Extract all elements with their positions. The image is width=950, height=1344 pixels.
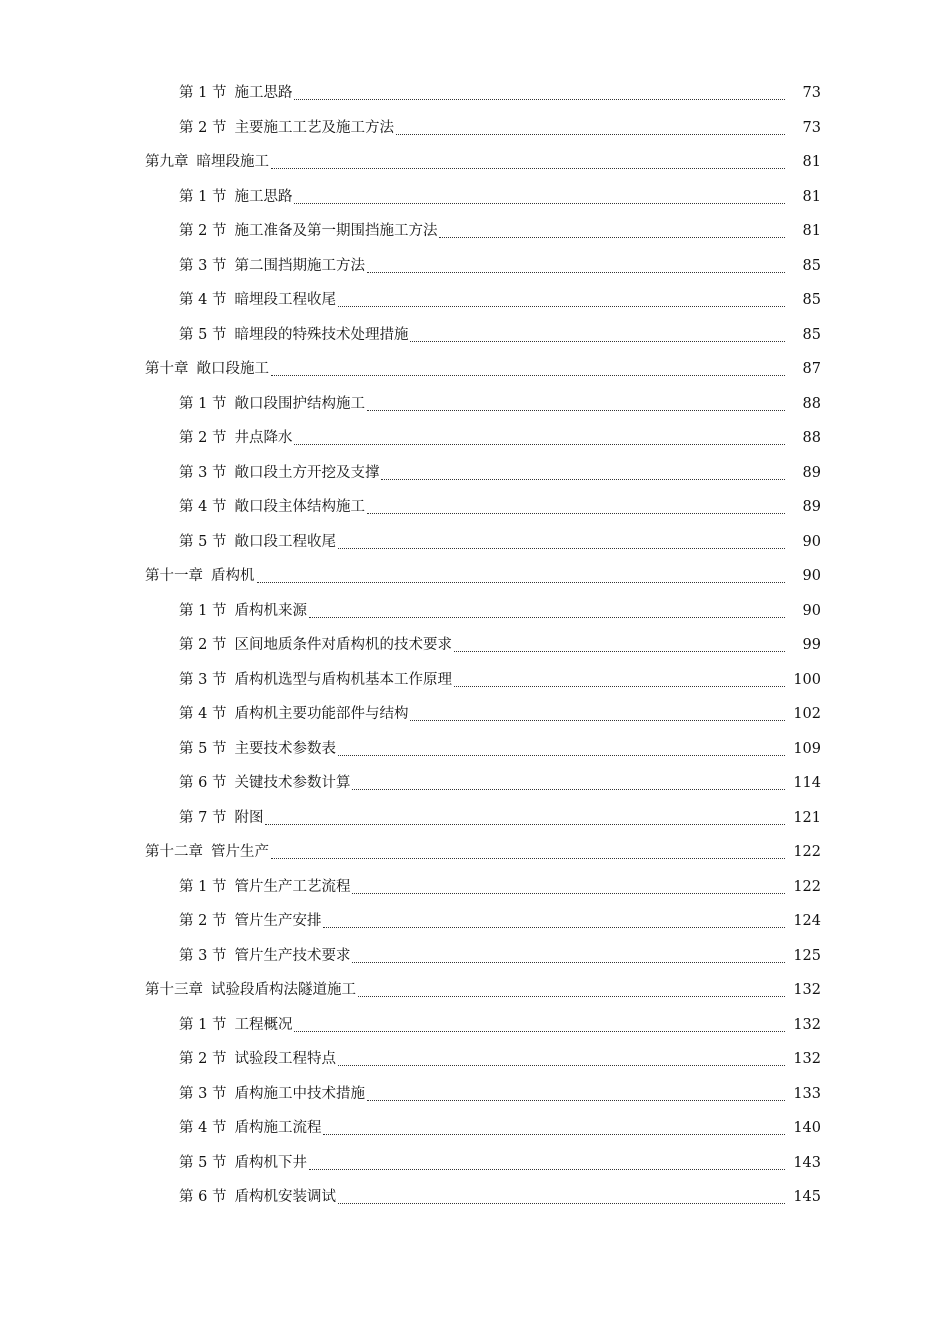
toc-entry-title: 管片生产安排 — [234, 913, 322, 929]
toc-chapter-entry[interactable] — [0, 559, 950, 594]
toc-entry-number: 第 2 节 — [179, 1051, 227, 1067]
toc-entry-label — [179, 525, 336, 560]
toc-entry-title: 试验段盾构法隧道施工 — [211, 982, 356, 998]
toc-page-number: 121 — [793, 809, 821, 826]
toc-page-number: 85 — [802, 326, 821, 343]
toc-dot-leader — [381, 456, 785, 491]
toc-dot-leader — [271, 352, 785, 387]
toc-section-entry[interactable] — [0, 111, 950, 146]
toc-section-entry[interactable] — [0, 904, 950, 939]
toc-dot-leader — [338, 1180, 785, 1215]
toc-entry-number: 第 2 节 — [179, 223, 227, 239]
toc-dot-leader — [352, 766, 785, 801]
toc-page-number: 81 — [802, 223, 821, 239]
toc-page-number: 81 — [802, 154, 821, 170]
toc-page-number: 90 — [802, 533, 821, 550]
toc-entry-title: 井点降水 — [234, 430, 293, 446]
toc-dot-leader — [257, 559, 786, 594]
toc-page-number: 85 — [802, 292, 821, 308]
toc-entry-title: 施工准备及第一期围挡施工方法 — [234, 223, 438, 239]
toc-section-entry[interactable] — [0, 594, 950, 629]
toc-entry-label — [145, 352, 269, 387]
toc-page-number: 90 — [802, 568, 821, 584]
toc-section-entry[interactable] — [0, 387, 950, 422]
toc-entry-label — [179, 1180, 336, 1215]
toc-section-entry[interactable] — [0, 1146, 950, 1181]
toc-entry-label — [179, 1111, 321, 1146]
toc-entry-label — [179, 1042, 336, 1077]
toc-dot-leader — [338, 1042, 785, 1077]
toc-section-entry[interactable] — [0, 1042, 950, 1077]
toc-entry-title: 暗埋段施工 — [196, 154, 269, 170]
toc-page-number: 122 — [793, 878, 821, 895]
toc-entry-title: 主要技术参数表 — [234, 740, 336, 757]
toc-dot-leader — [352, 939, 785, 974]
toc-section-entry[interactable] — [0, 697, 950, 732]
toc-dot-leader — [454, 628, 785, 663]
toc-page-number: 145 — [793, 1189, 821, 1205]
toc-entry-title: 管片生产 — [211, 844, 269, 860]
toc-entry-number: 第 5 节 — [179, 740, 227, 757]
toc-entry-title: 盾构施工流程 — [234, 1120, 322, 1136]
toc-entry-title: 第二围挡期施工方法 — [234, 257, 365, 274]
toc-entry-title: 敞口段主体结构施工 — [234, 499, 365, 515]
toc-entry-title: 关键技术参数计算 — [234, 775, 351, 791]
toc-entry-number: 第 4 节 — [179, 706, 227, 722]
toc-entry-title: 盾构机来源 — [234, 602, 307, 619]
toc-entry-number: 第 1 节 — [179, 878, 227, 895]
toc-page-number: 102 — [793, 706, 821, 722]
toc-entry-number: 第 6 节 — [179, 1189, 227, 1205]
toc-section-entry[interactable] — [0, 628, 950, 663]
toc-page-number: 99 — [802, 637, 821, 653]
toc-page-number: 89 — [802, 499, 821, 515]
toc-entry-label — [179, 1146, 307, 1181]
toc-section-entry[interactable] — [0, 283, 950, 318]
toc-entry-label — [179, 318, 408, 353]
toc-dot-leader — [294, 421, 785, 456]
toc-entry-number: 第 2 节 — [179, 119, 227, 136]
toc-entry-label — [179, 663, 452, 698]
toc-chapter-entry[interactable] — [0, 145, 950, 180]
toc-dot-leader — [352, 870, 785, 905]
toc-entry-label — [179, 283, 336, 318]
toc-page-number: 88 — [802, 430, 821, 446]
toc-entry-number: 第 3 节 — [179, 1085, 227, 1102]
toc-section-entry[interactable] — [0, 214, 950, 249]
toc-entry-number: 第 5 节 — [179, 533, 227, 550]
toc-entry-label — [179, 490, 365, 525]
toc-page-number: 89 — [802, 464, 821, 481]
toc-page-number: 88 — [802, 395, 821, 412]
toc-dot-leader — [454, 663, 785, 698]
toc-dot-leader — [338, 283, 785, 318]
toc-page-number: 132 — [793, 982, 821, 998]
toc-dot-leader — [294, 76, 785, 111]
toc-section-entry[interactable] — [0, 318, 950, 353]
toc-entry-label — [179, 1077, 365, 1112]
toc-entry-number: 第 4 节 — [179, 499, 227, 515]
toc-page-number: 125 — [793, 947, 821, 964]
toc-entry-title: 盾构机选型与盾构机基本工作原理 — [234, 671, 452, 688]
toc-entry-number: 第 2 节 — [179, 913, 227, 929]
toc-page-number: 87 — [802, 361, 821, 377]
toc-entry-number: 第 7 节 — [179, 809, 227, 826]
toc-section-entry[interactable] — [0, 1008, 950, 1043]
toc-entry-number: 第 3 节 — [179, 464, 227, 481]
toc-section-entry[interactable] — [0, 870, 950, 905]
toc-entry-number: 第十二章 — [145, 844, 203, 860]
toc-entry-label — [179, 870, 350, 905]
toc-entry-title: 盾构机安装调试 — [234, 1189, 336, 1205]
toc-entry-number: 第 1 节 — [179, 395, 227, 412]
toc-entry-label — [179, 456, 379, 491]
toc-dot-leader — [410, 697, 785, 732]
toc-entry-number: 第 1 节 — [179, 85, 227, 101]
toc-entry-number: 第 2 节 — [179, 637, 227, 653]
toc-entry-title: 盾构机主要功能部件与结构 — [234, 706, 409, 722]
toc-entry-label — [145, 835, 269, 870]
toc-section-entry[interactable] — [0, 939, 950, 974]
toc-page-number: 143 — [793, 1154, 821, 1171]
toc-entry-label — [179, 732, 336, 767]
toc-section-entry[interactable] — [0, 663, 950, 698]
toc-entry-title: 工程概况 — [234, 1016, 293, 1033]
toc-entry-number: 第 5 节 — [179, 1154, 227, 1171]
toc-entry-title: 盾构施工中技术措施 — [234, 1085, 365, 1102]
toc-page-number: 140 — [793, 1120, 821, 1136]
toc-entry-label — [179, 697, 408, 732]
toc-dot-leader — [309, 1146, 785, 1181]
toc-dot-leader — [271, 835, 785, 870]
toc-entry-number: 第十三章 — [145, 982, 203, 998]
toc-section-entry[interactable] — [0, 766, 950, 801]
toc-section-entry[interactable] — [0, 732, 950, 767]
toc-chapter-entry[interactable] — [0, 973, 950, 1008]
toc-dot-leader — [367, 490, 785, 525]
toc-entry-number: 第九章 — [145, 154, 189, 170]
toc-page-number: 90 — [802, 602, 821, 619]
toc-entry-title: 盾构机下井 — [234, 1154, 307, 1171]
toc-dot-leader — [396, 111, 785, 146]
toc-dot-leader — [323, 904, 785, 939]
toc-entry-title: 敞口段土方开挖及支撑 — [234, 464, 380, 481]
toc-page-number: 73 — [802, 119, 821, 136]
toc-entry-number: 第 1 节 — [179, 188, 227, 205]
toc-page-number: 73 — [802, 85, 821, 101]
toc-page-number: 85 — [802, 257, 821, 274]
toc-section-entry[interactable] — [0, 249, 950, 284]
toc-entry-number: 第 4 节 — [179, 292, 227, 308]
toc-entry-number: 第十章 — [145, 361, 189, 377]
table-of-contents — [0, 76, 950, 1215]
toc-entry-label — [179, 628, 452, 663]
toc-section-entry[interactable] — [0, 421, 950, 456]
toc-dot-leader — [294, 180, 785, 215]
toc-entry-title: 敞口段工程收尾 — [234, 533, 336, 550]
toc-dot-leader — [410, 318, 785, 353]
toc-entry-label — [179, 939, 350, 974]
toc-dot-leader — [367, 1077, 785, 1112]
toc-entry-number: 第 3 节 — [179, 947, 227, 964]
toc-entry-label — [179, 766, 350, 801]
toc-dot-leader — [439, 214, 785, 249]
toc-section-entry[interactable] — [0, 456, 950, 491]
toc-entry-label — [179, 904, 321, 939]
toc-entry-label — [179, 214, 437, 249]
toc-entry-label — [145, 145, 269, 180]
toc-page-number: 81 — [802, 188, 821, 205]
toc-page-number: 114 — [793, 775, 821, 791]
toc-dot-leader — [294, 1008, 785, 1043]
toc-entry-label — [179, 1008, 292, 1043]
toc-chapter-entry[interactable] — [0, 352, 950, 387]
toc-dot-leader — [265, 801, 785, 836]
toc-entry-number: 第 3 节 — [179, 671, 227, 688]
toc-entry-number: 第 4 节 — [179, 1120, 227, 1136]
toc-section-entry[interactable] — [0, 490, 950, 525]
toc-dot-leader — [309, 594, 785, 629]
toc-section-entry[interactable] — [0, 1077, 950, 1112]
toc-entry-title: 暗埋段工程收尾 — [234, 292, 336, 308]
toc-entry-title: 管片生产工艺流程 — [234, 878, 351, 895]
toc-dot-leader — [367, 387, 785, 422]
toc-page-number: 133 — [793, 1085, 821, 1102]
toc-entry-number: 第十一章 — [145, 568, 203, 584]
toc-entry-title: 盾构机 — [211, 568, 255, 584]
toc-section-entry[interactable] — [0, 801, 950, 836]
toc-dot-leader — [358, 973, 785, 1008]
toc-page-number: 109 — [793, 740, 821, 757]
toc-entry-label — [179, 387, 365, 422]
toc-entry-title: 敞口段围护结构施工 — [234, 395, 365, 412]
toc-dot-leader — [338, 732, 785, 767]
toc-entry-title: 敞口段施工 — [196, 361, 269, 377]
toc-dot-leader — [271, 145, 785, 180]
toc-entry-label — [179, 249, 365, 284]
toc-section-entry[interactable] — [0, 180, 950, 215]
toc-page-number: 100 — [793, 671, 821, 688]
toc-chapter-entry[interactable] — [0, 835, 950, 870]
toc-entry-number: 第 6 节 — [179, 775, 227, 791]
toc-entry-number: 第 1 节 — [179, 1016, 227, 1033]
toc-page-number: 132 — [793, 1016, 821, 1033]
toc-entry-title: 附图 — [234, 809, 264, 826]
toc-entry-title: 暗埋段的特殊技术处理措施 — [234, 326, 409, 343]
toc-entry-label — [179, 594, 307, 629]
toc-entry-title: 试验段工程特点 — [234, 1051, 336, 1067]
toc-entry-label — [145, 559, 255, 594]
toc-section-entry[interactable] — [0, 525, 950, 560]
toc-entry-number: 第 2 节 — [179, 430, 227, 446]
toc-section-entry[interactable] — [0, 1180, 950, 1215]
toc-entry-title: 区间地质条件对盾构机的技术要求 — [234, 637, 452, 653]
toc-entry-title: 施工思路 — [234, 188, 293, 205]
toc-entry-label — [179, 111, 394, 146]
toc-dot-leader — [338, 525, 785, 560]
toc-page-number: 132 — [793, 1051, 821, 1067]
toc-entry-label — [179, 76, 292, 111]
toc-entry-label — [145, 973, 356, 1008]
toc-entry-label — [179, 801, 263, 836]
toc-page-number: 122 — [793, 844, 821, 860]
toc-entry-label — [179, 180, 292, 215]
toc-entry-number: 第 3 节 — [179, 257, 227, 274]
toc-dot-leader — [367, 249, 785, 284]
toc-entry-title: 主要施工工艺及施工方法 — [234, 119, 394, 136]
toc-entry-number: 第 1 节 — [179, 602, 227, 619]
toc-entry-title: 施工思路 — [234, 85, 293, 101]
toc-entry-label — [179, 421, 292, 456]
toc-entry-number: 第 5 节 — [179, 326, 227, 343]
toc-section-entry[interactable] — [0, 76, 950, 111]
toc-section-entry[interactable] — [0, 1111, 950, 1146]
toc-entry-title: 管片生产技术要求 — [234, 947, 351, 964]
toc-page-number: 124 — [793, 913, 821, 929]
toc-dot-leader — [323, 1111, 785, 1146]
